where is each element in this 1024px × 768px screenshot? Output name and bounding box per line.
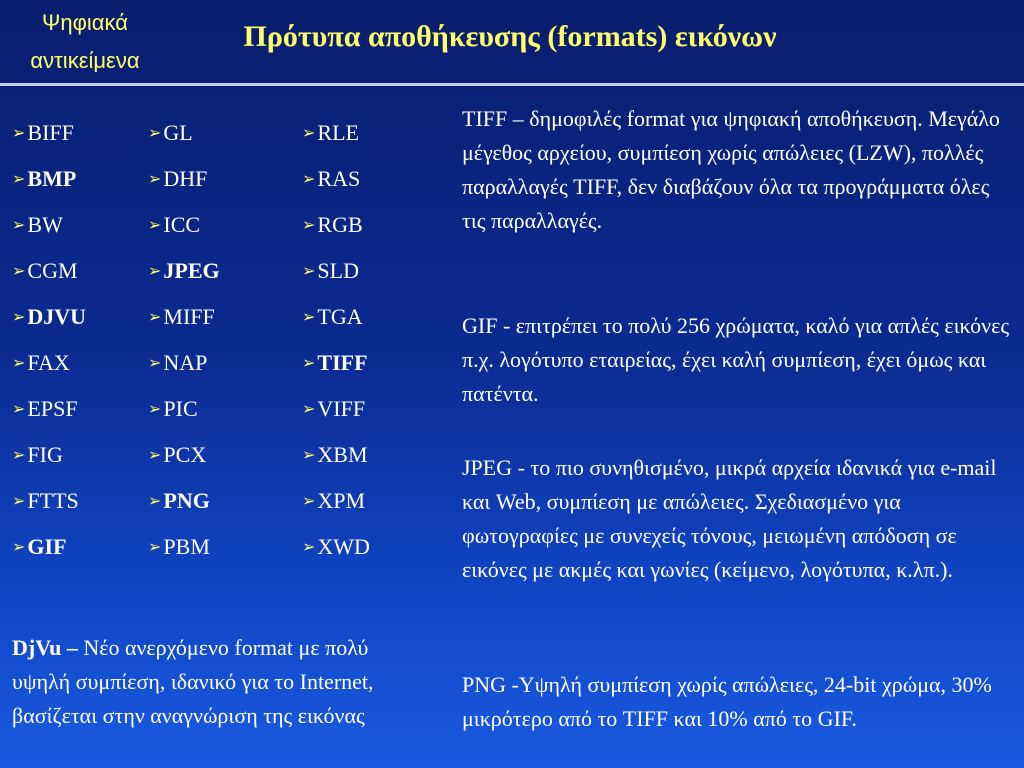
arrow-bullet-icon: ➢ [12,355,26,372]
arrow-bullet-icon: ➢ [12,263,26,280]
arrow-bullet-icon: ➢ [12,401,26,418]
format-item: ➢BMP [12,166,77,191]
jpeg-description: JPEG - το πιο συνηθισμένο, μικρά αρχεία ιδανικά για e-mail και Web, συμπίεση με απώλειες. Σχεδιασμένο για φωτογραφίες με συνεχείς τόνους, μειωμένη απόδοση σε εικόνες με ακμές και γωνίες (κείμενο, λογότυπα, κ.λπ.). [462,455,997,582]
format-item: ➢RGB [302,212,363,237]
format-item: ➢XBM [302,442,368,467]
arrow-bullet-icon: ➢ [302,263,316,280]
arrow-bullet-icon: ➢ [302,125,316,142]
format-item: ➢ICC [148,212,201,237]
arrow-bullet-icon: ➢ [302,355,316,372]
format-item: ➢GL [148,120,193,145]
format-item: ➢CGM [12,258,78,283]
format-item: ➢TIFF [302,350,368,375]
djvu-heading: DjVu – [12,635,78,660]
djvu-description [12,631,427,733]
format-item: ➢VIFF [302,396,366,421]
arrow-bullet-icon: ➢ [302,309,316,326]
arrow-bullet-icon: ➢ [12,309,26,326]
arrow-bullet-icon: ➢ [302,217,316,234]
arrow-bullet-icon: ➢ [148,493,162,510]
arrow-bullet-icon: ➢ [12,493,26,510]
png-description: PNG -Υψηλή συμπίεση χωρίς απώλειες, 24-bit χρώμα, 30% μικρότερο από το TIFF και 10% από το GIF. [462,672,992,731]
format-item: ➢FIG [12,442,63,467]
arrow-bullet-icon: ➢ [12,539,26,556]
format-item: ➢NAP [148,350,208,375]
section-label-line1: Ψηφιακά [42,10,128,35]
format-item: ➢FTTS [12,488,79,513]
arrow-bullet-icon: ➢ [12,171,26,188]
arrow-bullet-icon: ➢ [148,263,162,280]
arrow-bullet-icon: ➢ [302,171,316,188]
arrow-bullet-icon: ➢ [12,125,26,142]
arrow-bullet-icon: ➢ [148,125,162,142]
format-item: ➢PNG [148,488,210,513]
format-item: ➢FAX [12,350,70,375]
page-title: Πρότυπα αποθήκευσης (formats) εικόνων [243,20,777,53]
format-item: ➢PIC [148,396,198,421]
arrow-bullet-icon: ➢ [148,447,162,464]
format-item: ➢EPSF [12,396,78,421]
tiff-description: TIFF – δημοφιλές format για ψηφιακή αποθήκευση. Μεγάλο μέγεθος αρχείου, συμπίεση χωρίς απώλειες (LZW), πολλές παραλλαγές TIFF, δεν διαβάζουν όλα τα προγράμματα όλες τις παραλλαγές. [462,106,1000,233]
format-item: ➢DHF [148,166,208,191]
gif-description: GIF - επιτρέπει το πολύ 256 χρώματα, καλό για απλές εικόνες π.χ. λογότυπο εταιρείας, έχει καλή συμπίεση, έχει όμως και πατέντα. [462,313,1010,406]
format-item: ➢PCX [148,442,207,467]
format-item: ➢JPEG [148,258,220,283]
format-item: ➢XWD [302,534,370,559]
arrow-bullet-icon: ➢ [12,447,26,464]
arrow-bullet-icon: ➢ [302,539,316,556]
arrow-bullet-icon: ➢ [302,447,316,464]
format-item: ➢TGA [302,304,363,329]
section-label-line2: αντικείμενα [30,48,140,73]
arrow-bullet-icon: ➢ [148,309,162,326]
arrow-bullet-icon: ➢ [148,401,162,418]
format-item: ➢GIF [12,534,67,559]
arrow-bullet-icon: ➢ [148,539,162,556]
arrow-bullet-icon: ➢ [302,401,316,418]
arrow-bullet-icon: ➢ [12,217,26,234]
djvu-text: Νέο ανερχόμενο format με πολύ υψηλή συμπίεση, ιδανικό για το Internet, βασίζεται στην αναγνώριση της εικόνας [12,635,374,728]
format-item: ➢MIFF [148,304,215,329]
format-item: ➢BW [12,212,63,237]
format-item: ➢SLD [302,258,359,283]
arrow-bullet-icon: ➢ [148,171,162,188]
arrow-bullet-icon: ➢ [148,355,162,372]
format-item: ➢DJVU [12,304,87,329]
format-item: ➢BIFF [12,120,74,145]
format-item: ➢RAS [302,166,361,191]
arrow-bullet-icon: ➢ [302,493,316,510]
format-item: ➢PBM [148,534,210,559]
section-label [10,4,160,80]
title-divider [0,83,1024,86]
arrow-bullet-icon: ➢ [148,217,162,234]
format-item: ➢XPM [302,488,366,513]
format-item: ➢RLE [302,120,359,145]
